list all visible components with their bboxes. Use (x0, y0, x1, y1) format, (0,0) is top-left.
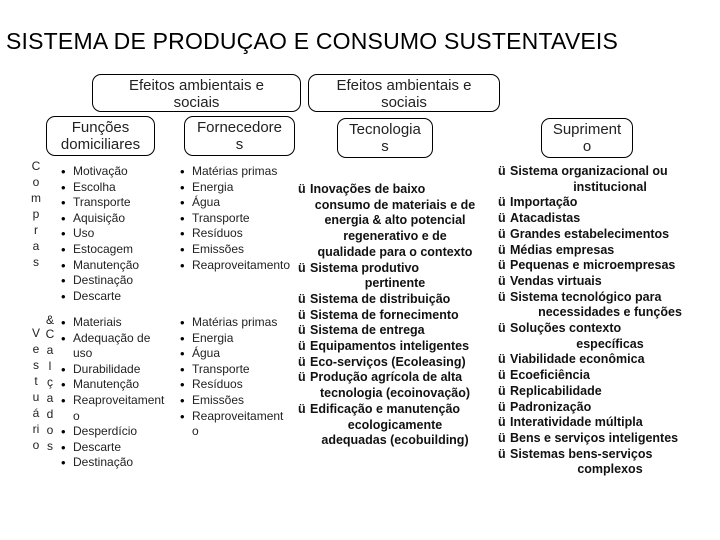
check-item-text: ü Soluções contexto (510, 321, 622, 336)
list-item: • Matérias primas (180, 164, 290, 180)
check-item-continuation: tecnologia (ecoinovação) (319, 386, 471, 401)
check-item (498, 243, 710, 259)
vestuario-letter: s (33, 358, 39, 372)
calcados-letter: C (45, 327, 55, 341)
check-item (498, 368, 710, 384)
check-item (498, 195, 710, 211)
check-item-text: ü Ecoeficiência (510, 368, 590, 383)
fornecedores-bottom-list (180, 315, 283, 440)
compras-vertical-label (29, 158, 43, 270)
calcados-letter: o (46, 423, 54, 437)
calcados-letter: s (47, 439, 53, 453)
vestuario-letter: ri (32, 422, 40, 436)
list-item: • Motivação (61, 164, 139, 180)
efeitos-left-line2: sociais (173, 94, 220, 111)
list-item: • Transporte (180, 211, 290, 227)
check-item-text: ü Bens e serviços inteligentes (510, 430, 679, 445)
tecnologias-line1: Tecnologia (349, 121, 421, 138)
page-title: SISTEMA DE PRODUÇAO E CONSUMO SUSTENTAVEIS (6, 28, 619, 54)
list-item: uso (73, 346, 93, 361)
check-item (298, 292, 480, 308)
calcados-letter: ç (47, 375, 53, 389)
check-item (298, 261, 480, 292)
list-item: • Energia (180, 180, 290, 196)
compras-list (61, 164, 139, 304)
check-item-continuation: pertinente (364, 276, 426, 291)
vestuario-letter: t (34, 374, 38, 388)
efeitos-left-line1: Efeitos ambientais e (128, 77, 265, 94)
check-item (498, 352, 710, 368)
check-item (298, 323, 480, 339)
calcados-vertical-label (43, 326, 57, 454)
check-item (298, 308, 480, 324)
check-item-continuation: qualidade para o contexto (317, 244, 473, 259)
list-item: • Materiais (61, 315, 164, 331)
check-item-text: ü Sistema organizacional ou (510, 164, 668, 178)
check-item-continuation: adequadas (ecobuilding) (321, 433, 469, 448)
check-item-text: ü Sistemas bens-serviços (510, 446, 653, 461)
tecnologias-box (337, 118, 433, 158)
compras-letter: C (31, 159, 41, 173)
funcoes-line1: Funções (71, 119, 130, 136)
list-item: • Matérias primas (180, 315, 283, 331)
list-item: • Energia (180, 331, 283, 347)
tecnologias-line2: s (381, 138, 389, 155)
check-item-text: ü Produção agrícola de alta (310, 370, 463, 385)
list-item: • Emissões (180, 393, 283, 409)
vestuario-letter: u (32, 390, 40, 404)
check-item-text: ü Sistema de distribuição (310, 291, 451, 306)
check-item (298, 339, 480, 355)
compras-letter: a (32, 239, 40, 253)
check-item-text: ü Viabilidade econômica (510, 352, 645, 367)
vestuario-list (61, 315, 164, 471)
list-item: • Água (180, 346, 283, 362)
fornecedores-top-list (180, 164, 290, 273)
check-item (498, 447, 710, 478)
list-item: • Destinação (61, 455, 164, 471)
compras-letter: s (33, 255, 39, 269)
check-item-text: ü Equipamentos inteligentes (310, 339, 470, 354)
efeitos-right-line2: sociais (381, 94, 427, 111)
check-item (298, 370, 480, 401)
check-item (498, 164, 710, 195)
list-item: • Aquisição (61, 211, 139, 227)
check-item (498, 400, 710, 416)
check-item-text: ü Vendas virtuais (510, 273, 602, 288)
compras-letter: o (32, 175, 40, 189)
calcados-letter: a (46, 391, 54, 405)
check-item-continuation: regenerativo e de (343, 229, 447, 244)
vestuario-letter: V (31, 326, 40, 340)
check-item-text: ü Padronização (510, 399, 592, 414)
suprimento-list (498, 164, 710, 478)
suprimento-line1: Supriment (552, 121, 622, 138)
check-item (298, 355, 480, 371)
vestuario-letter: o (32, 438, 40, 452)
check-item (498, 384, 710, 400)
list-item: • Descarte (61, 289, 139, 305)
check-item-continuation: consumo de materiais e de (314, 197, 476, 212)
efeitos-left-box (92, 74, 301, 112)
fornecedores-line1: Fornecedore (196, 119, 283, 136)
list-item: • Transporte (180, 362, 283, 378)
list-item: o (73, 408, 80, 423)
list-item: • Reaproveitament (180, 409, 283, 425)
and-symbol: & (45, 313, 54, 327)
check-item-text: ü Médias empresas (510, 242, 615, 257)
check-item-text: ü Pequenas e microempresas (510, 258, 676, 273)
list-item: • Desperdício (61, 424, 164, 440)
funcoes-box (46, 116, 155, 156)
check-item-text: ü Interatividade múltipla (510, 415, 643, 430)
check-item (498, 227, 710, 243)
list-item: • Manutenção (61, 377, 164, 393)
check-item (498, 211, 710, 227)
check-item-continuation: específicas (576, 336, 644, 351)
funcoes-line2: domiciliares (60, 136, 141, 153)
efeitos-right-line1: Efeitos ambientais e (336, 77, 472, 94)
list-item: • Destinação (61, 273, 139, 289)
list-item: • Estocagem (61, 242, 139, 258)
list-item: • Reaproveitamento (180, 258, 290, 274)
list-item: • Reaproveitament (61, 393, 164, 409)
check-item (298, 402, 480, 449)
efeitos-right-box (308, 74, 500, 112)
fornecedores-line2: s (235, 136, 244, 153)
check-item (498, 431, 710, 447)
list-item: • Uso (61, 226, 139, 242)
check-item-text: ü Sistema tecnológico para (510, 289, 662, 304)
calcados-letter: d (46, 407, 54, 421)
check-item-text: ü Atacadistas (510, 211, 581, 226)
vestuario-vertical-label (29, 325, 43, 453)
check-item (498, 321, 710, 352)
check-item-continuation: energia & alto potencial (324, 213, 466, 228)
suprimento-line2: o (582, 138, 592, 155)
check-item (298, 182, 480, 261)
list-item: • Manutenção (61, 258, 139, 274)
compras-letter: m (31, 191, 41, 205)
vestuario-letter: á (32, 406, 40, 420)
list-item: • Transporte (61, 195, 139, 211)
check-item-continuation: necessidades e funções (538, 305, 682, 320)
check-item-text: ü Importação (510, 195, 578, 210)
list-item: • Descarte (61, 440, 164, 456)
check-item-text: ü Edificação e manutenção (310, 401, 461, 416)
list-item: • Resíduos (180, 377, 283, 393)
check-item-continuation: complexos (577, 462, 643, 477)
check-item (498, 258, 710, 274)
check-item-text: ü Sistema de entrega (310, 323, 425, 338)
vestuario-letter: e (32, 342, 40, 356)
list-item: o (192, 424, 199, 439)
list-item: • Escolha (61, 180, 139, 196)
check-item-text: ü Inovações de baixo (310, 182, 426, 196)
check-item-continuation: institucional (573, 179, 647, 194)
suprimento-box (541, 118, 633, 158)
compras-letter: r (34, 223, 38, 237)
check-item-text: ü Grandes estabelecimentos (510, 226, 670, 241)
list-item: • Adequação de (61, 331, 164, 347)
check-item-continuation: ecologicamente (347, 417, 443, 432)
compras-letter: p (32, 207, 40, 221)
check-item-text: ü Eco-serviços (Ecoleasing) (310, 354, 466, 369)
calcados-letter: l (48, 359, 52, 373)
list-item: • Resíduos (180, 226, 290, 242)
check-item-text: ü Sistema de fornecimento (310, 307, 459, 322)
check-item (498, 415, 710, 431)
list-item: • Durabilidade (61, 362, 164, 378)
check-item (498, 274, 710, 290)
list-item: • Emissões (180, 242, 290, 258)
check-item-text: ü Replicabilidade (510, 383, 602, 398)
check-item-text: ü Sistema produtivo (310, 260, 420, 275)
fornecedores-box (184, 116, 295, 156)
calcados-letter: a (46, 343, 54, 357)
check-item (498, 290, 710, 321)
list-item: • Água (180, 195, 290, 211)
tecnologias-list (298, 182, 480, 449)
